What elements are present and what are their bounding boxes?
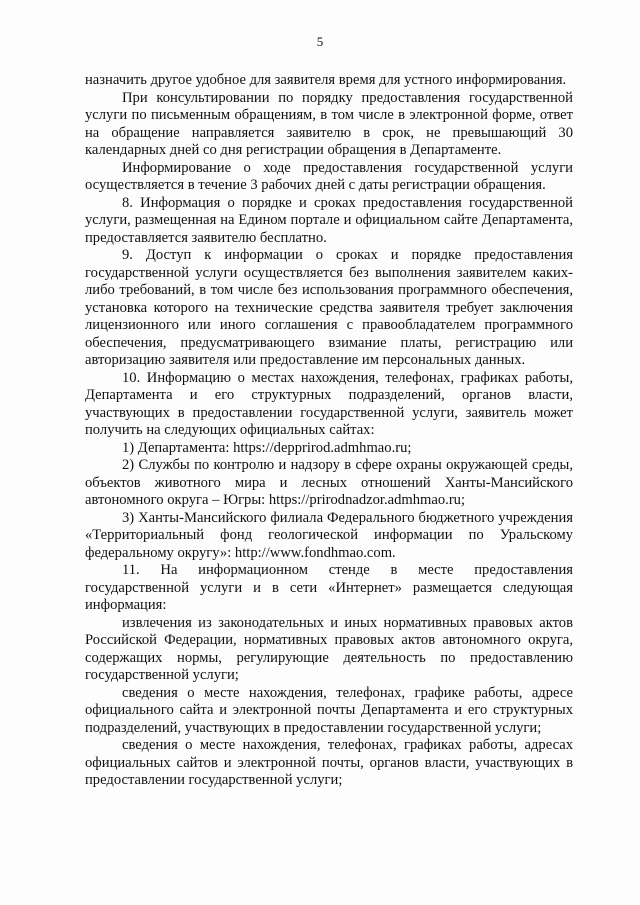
paragraph: назначить другое удобное для заявителя время для устного информирования. bbox=[85, 72, 567, 88]
paragraph: 8. Информация о порядке и сроках предоставления государственной услуги, размещенная на Едином портале и официальном сайте Департамента, предоставляется заявителю бесплатно. bbox=[85, 194, 573, 246]
paragraph: извлечения из законодательных и иных нормативных правовых актов Российской Федерации, нормативных правовых актов автономного округа, содержащих нормы, регулирующие деятельность по предоставлению государственной услуги; bbox=[85, 614, 573, 683]
paragraph: 11. На информационном стенде в месте предоставления государственной услуги и в сети «Интернет» размещается следующая информация: bbox=[85, 562, 573, 613]
paragraph: сведения о месте нахождения, телефонах, графиках работы, адресах официальных сайтов и электронной почты, органов власти, участвующих в предоставлении государственной услуги; bbox=[85, 737, 573, 788]
paragraph: Информирование о ходе предоставления государственной услуги осуществляется в течение 3 рабочих дней с даты регистрации обращения. bbox=[85, 159, 573, 193]
paragraph: 2) Службы по контролю и надзору в сфере охраны окружающей среды, объектов животного мира и лесных отношений Ханты-Мансийского автономного округа – Югры: https://prirodnadzor.admhmao.ru; bbox=[85, 457, 573, 508]
paragraph: 10. Информацию о местах нахождения, телефонах, графиках работы, Департамента и его структурных подразделений, органов власти, участвующих в предоставлении государственной услуги, заявитель может получить на следующих официальных сайтах: bbox=[85, 369, 573, 438]
paragraph: 1) Департамента: https://depprirod.admhmao.ru; bbox=[122, 439, 412, 456]
paragraph: 9. Доступ к информации о сроках и порядке предоставления государственной услуги осуществляется без выполнения заявителем каких-либо требований, в том числе без использования программного обеспечения, установка которого на технические средства заявителя требует заключения лицензионного или иного соглашения с правообладателем программного обеспечения, предусматривающего взимание платы, регистрацию или авторизацию заявителя или предоставление им персональных данных. bbox=[85, 247, 573, 368]
paragraph: 3) Ханты-Мансийского филиала Федерального бюджетного учреждения «Территориальный фонд геологической информации по Уральскому федеральному округу»: http://www.fondhmao.com. bbox=[85, 509, 573, 561]
paragraph: сведения о месте нахождения, телефонах, графике работы, адресе официального сайта и электронной почты Департамента и его структурных подразделений, участвующих в предоставлении государственной услуги; bbox=[85, 684, 573, 736]
page-number: 5 bbox=[316, 34, 324, 49]
paragraph: При консультировании по порядку предоставления государственной услуги по письменным обращениям, в том числе в электронной форме, ответ на обращение направляется заявителю в срок, не превышающий 30 календарных дней со дня регистрации обращения в Департаменте. bbox=[85, 89, 573, 158]
document-body bbox=[85, 72, 573, 790]
